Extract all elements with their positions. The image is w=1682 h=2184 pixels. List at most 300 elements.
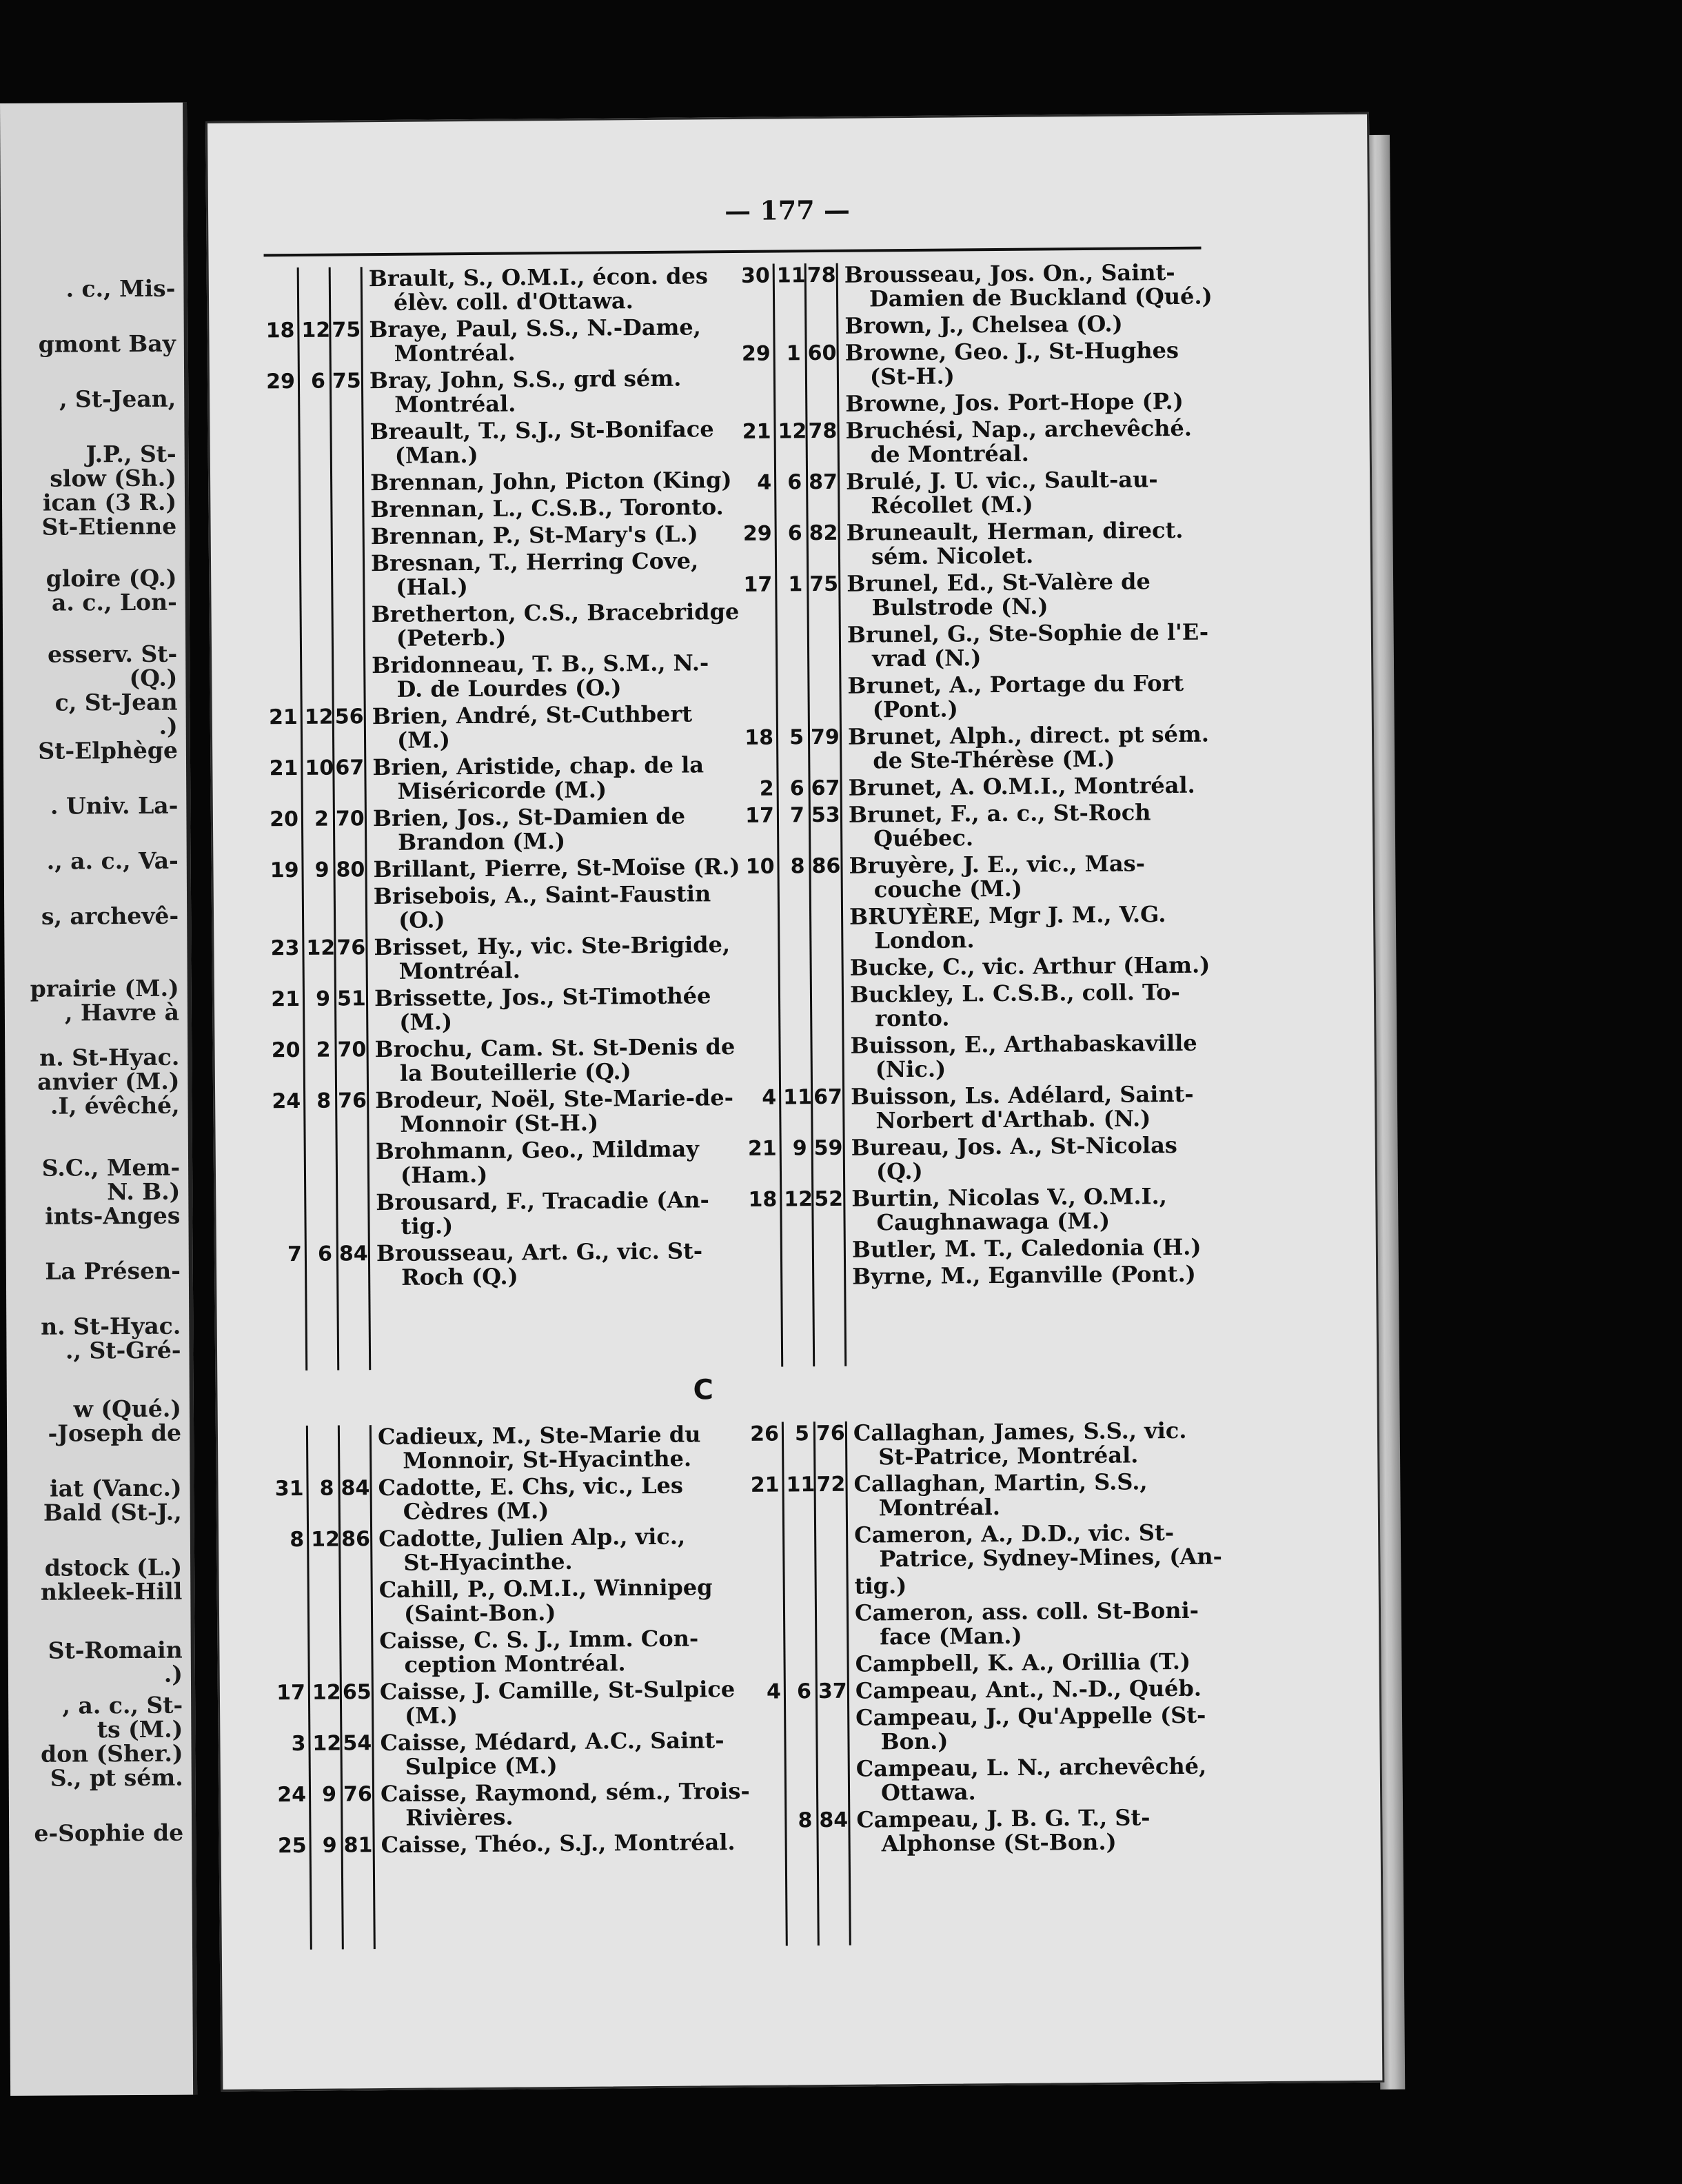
entry-text — [851, 1184, 1167, 1235]
entry-year: 67 — [335, 756, 365, 780]
entry-line-1: Byrne, M., Eganville (Pont.) — [852, 1260, 1196, 1290]
entry-text — [851, 1082, 1194, 1133]
previous-page-line: dstock (L.) — [44, 1553, 183, 1581]
entry-year: 70 — [335, 807, 365, 831]
column-c-lower — [742, 1418, 1228, 1945]
entry-text — [856, 1806, 1151, 1856]
entry-text — [380, 1728, 725, 1779]
entry-line-1: Bretherton, C.S., Bracebridge — [371, 598, 740, 628]
entry-line-1: Brault, S., O.M.I., écon. des — [368, 263, 709, 292]
entry-month: 10 — [305, 756, 334, 780]
entry-line-2: Norbert d'Arthab. (N.) — [875, 1105, 1151, 1134]
entry-text — [378, 1474, 683, 1524]
previous-page-line: -Joseph de — [48, 1419, 182, 1447]
entry-year: 53 — [811, 802, 840, 828]
entry-year: 84 — [341, 1476, 370, 1501]
entry-text — [844, 261, 1213, 312]
previous-page-line: anvier (M.) — [37, 1067, 180, 1095]
entry-year: 81 — [343, 1833, 373, 1858]
entry-line-1: Brien, Jos., St-Damien de — [372, 802, 686, 832]
entry-month: 5 — [789, 725, 804, 750]
entry-text — [844, 312, 1123, 338]
previous-page-line: ., St-Gré- — [65, 1336, 181, 1364]
entry-text — [846, 467, 1158, 518]
previous-page-line: n. St-Hyac. — [41, 1312, 181, 1340]
entry-text — [855, 1752, 1207, 1806]
entry-month: 12 — [312, 1731, 342, 1756]
entry-day: 25 — [277, 1833, 307, 1859]
page-number: — 177 — — [724, 194, 851, 227]
entry-day: 7 — [287, 1242, 303, 1267]
entry-text — [845, 338, 1179, 390]
entry-line-1: Brousseau, Jos. On., Saint- — [844, 259, 1175, 288]
entry-line-1: Caisse, Médard, A.C., Saint- — [380, 1727, 725, 1757]
entry-line-1: Buisson, Ls. Adélard, Saint- — [850, 1080, 1194, 1110]
previous-page-fragment — [0, 103, 197, 2096]
entry-text — [847, 518, 1184, 569]
entry-text — [855, 1574, 907, 1599]
top-rule — [264, 247, 1202, 257]
entry-line-1: Brunet, A. O.M.I., Montréal. — [848, 771, 1195, 801]
entry-year: 60 — [807, 341, 837, 366]
entry-text — [373, 855, 740, 882]
previous-page-line: (Q.) — [129, 664, 178, 692]
entry-month: 6 — [787, 470, 802, 495]
entry-line-1: Brisset, Hy., vic. Ste-Brigide, — [374, 931, 731, 961]
entry-day: 17 — [743, 572, 773, 597]
entry-line-1: Brunel, G., Ste-Sophie de l'E- — [847, 618, 1209, 648]
previous-page-line: .I, évêché, — [50, 1091, 180, 1120]
entry-line-1: Brisebois, A., Saint-Faustin — [373, 880, 711, 910]
entry-text — [371, 549, 699, 600]
previous-page-line: c, St-Jean — [54, 688, 178, 716]
entry-line-1: Campeau, J. B. G. T., St- — [856, 1804, 1151, 1833]
entry-year: 54 — [343, 1731, 372, 1756]
previous-page-line: iat (Vanc.) — [49, 1474, 182, 1502]
entry-line-2: London. — [874, 927, 975, 954]
entry-month: 9 — [322, 1833, 337, 1858]
entry-text — [845, 416, 1192, 467]
entry-month: 12 — [306, 936, 336, 960]
entry-year: 76 — [343, 1782, 372, 1807]
entry-text — [371, 522, 698, 549]
entry-line-2: (M.) — [405, 1702, 458, 1729]
entry-line-2: Patrice, Sydney-Mines, (An- — [879, 1543, 1222, 1573]
entry-day: 21 — [742, 419, 771, 444]
previous-page-line: ., a. c., Va- — [46, 847, 179, 875]
previous-page-line: St-Etienne — [41, 512, 177, 540]
entry-month: 1 — [786, 341, 801, 366]
entry-text — [374, 882, 711, 933]
entry-month: 11 — [776, 263, 806, 288]
entry-line-1: Cameron, A., D.D., vic. St- — [853, 1519, 1175, 1548]
entry-month: 6 — [796, 1679, 812, 1704]
previous-page-line: s, archevê- — [41, 902, 179, 930]
column-rule — [306, 1426, 312, 1950]
entry-line-2: élèv. coll. d'Ottawa. — [393, 287, 634, 316]
entry-text — [379, 1575, 713, 1626]
entry-line-1: Cameron, ass. coll. St-Boni- — [854, 1597, 1199, 1626]
entry-line-1: Caisse, Théo., S.J., Montréal. — [381, 1829, 736, 1859]
previous-page-line: esserv. St- — [47, 640, 178, 668]
entry-day: 21 — [750, 1473, 780, 1497]
entry-line-2: Caughnawaga (M.) — [876, 1207, 1111, 1236]
entry-line-2: (St-H.) — [869, 363, 955, 390]
entry-text — [376, 1239, 703, 1290]
entry-text — [853, 1470, 1148, 1520]
entry-text — [372, 702, 693, 753]
entry-line-1: Braye, Paul, S.S., N.-Dame, — [369, 314, 701, 343]
entry-line-1: Cahill, P., O.M.I., Winnipeg — [378, 1574, 713, 1604]
entry-line-2: (Pont.) — [872, 696, 958, 723]
entry-line-1: Brown, J., Chelsea (O.) — [844, 310, 1123, 339]
entry-text — [374, 984, 711, 1035]
entry-text — [381, 1779, 750, 1830]
entry-year: 84 — [819, 1808, 849, 1833]
entry-text — [850, 953, 1210, 980]
column-b-upper — [257, 264, 749, 1371]
entry-line-2: (O.) — [398, 907, 445, 933]
entry-line-1: Campeau, Ant., N.-D., Québ. — [855, 1675, 1202, 1704]
entry-line-2: Miséricorde (M.) — [397, 776, 607, 805]
entry-line-2: (Q.) — [875, 1157, 923, 1185]
entry-line-1: Brennan, L., C.S.B., Toronto. — [370, 494, 724, 523]
entry-text — [845, 387, 1184, 417]
entry-year: 82 — [809, 520, 838, 546]
entry-text — [379, 1626, 698, 1677]
entry-year: 72 — [816, 1472, 846, 1497]
entry-line-1: Brennan, P., St-Mary's (L.) — [370, 520, 698, 550]
entry-year: 65 — [342, 1680, 372, 1705]
entry-line-1: Browne, Jos. Port-Hope (P.) — [845, 387, 1184, 417]
entry-line-1: Brunet, A., Portage du Fort — [847, 669, 1184, 699]
entry-day: 24 — [272, 1089, 301, 1114]
entry-line-1: Brulé, J. U. vic., Sault-au- — [845, 466, 1158, 495]
entry-day: 20 — [270, 807, 299, 832]
column-rule — [782, 1422, 788, 1945]
previous-page-line: e-Sophie de — [34, 1819, 184, 1847]
entry-day: 18 — [748, 1187, 778, 1212]
entry-year: 59 — [813, 1135, 843, 1161]
entry-month: 6 — [310, 369, 326, 394]
entry-line-2: (M.) — [399, 1009, 453, 1035]
entry-line-1: Buckley, L. C.S.B., coll. To- — [849, 978, 1181, 1008]
previous-page-line: S.C., Mem- — [41, 1153, 181, 1182]
entry-text — [847, 671, 1184, 722]
entry-month: 6 — [787, 521, 802, 546]
previous-page-line: J.P., St- — [85, 440, 176, 468]
entry-month: 8 — [319, 1476, 334, 1501]
previous-page-line: St-Elphège — [38, 736, 179, 765]
entry-year: 76 — [336, 936, 366, 960]
entry-day: 10 — [745, 854, 775, 879]
entry-month: 9 — [315, 987, 331, 1011]
previous-page-line: , St-Jean, — [59, 385, 176, 413]
entry-text — [369, 264, 709, 315]
entry-line-2: Ottawa. — [880, 1779, 976, 1806]
entry-line-1: Campeau, L. N., archevêché, — [855, 1752, 1207, 1782]
entry-month: 6 — [317, 1242, 333, 1266]
entry-text — [851, 1133, 1178, 1184]
entry-line-1: Brillant, Pierre, St-Moïse (R.) — [373, 853, 740, 883]
entry-text — [378, 1422, 701, 1473]
entry-text — [376, 1188, 709, 1239]
entry-day: 21 — [271, 987, 301, 1012]
entry-month: 2 — [316, 1038, 331, 1062]
entry-day: 29 — [741, 341, 771, 366]
entry-day: 21 — [747, 1136, 777, 1161]
entry-line-2: de Montréal. — [870, 440, 1029, 468]
entry-year: 80 — [336, 858, 365, 882]
previous-page-line: , a. c., St- — [62, 1691, 183, 1719]
entry-line-2: Bon.) — [880, 1728, 949, 1755]
entry-year: 52 — [814, 1186, 844, 1212]
entry-line-2: (Nic.) — [875, 1055, 946, 1083]
entry-day: 30 — [740, 263, 770, 288]
entry-day: 8 — [290, 1527, 305, 1553]
entry-year: 56 — [334, 705, 364, 729]
entry-year: 78 — [808, 418, 838, 444]
entry-text — [372, 753, 704, 804]
entry-month: 12 — [301, 318, 331, 343]
entry-year: 37 — [818, 1679, 847, 1704]
entry-month: 7 — [789, 803, 805, 828]
entry-line-1: Butler, M. T., Caledonia (H.) — [851, 1233, 1202, 1263]
previous-page-line: don (Sher.) — [40, 1739, 183, 1768]
previous-page-line: a. c., Lon- — [51, 588, 177, 616]
entry-line-1: Brousseau, Art. G., vic. St- — [376, 1237, 703, 1267]
entry-line-2: Monnoir, St-Hyacinthe. — [403, 1445, 692, 1474]
entry-line-1: Brochu, Cam. St. St-Denis de — [374, 1033, 736, 1063]
entry-line-1: tig.) — [854, 1573, 907, 1599]
entry-month: 11 — [783, 1085, 813, 1110]
entry-text — [371, 600, 739, 651]
section-letter: C — [693, 1374, 714, 1406]
entry-year: 75 — [332, 318, 361, 343]
entry-month: 9 — [314, 858, 330, 882]
entry-text — [369, 417, 714, 468]
entry-day: 18 — [265, 318, 295, 343]
entry-line-1: Brunet, F., a. c., St-Roch — [848, 799, 1151, 828]
entry-line-1: Bresnan, T., Herring Cove, — [370, 547, 699, 577]
entry-line-1: Brousard, F., Tracadie (An- — [376, 1186, 710, 1216]
previous-page-line: gloire (Q.) — [45, 564, 177, 592]
entry-text — [369, 315, 701, 366]
entry-month: 12 — [312, 1680, 341, 1705]
entry-month: 5 — [794, 1422, 810, 1446]
entry-line-1: Cadieux, M., Ste-Marie du — [377, 1421, 701, 1450]
entry-month: 8 — [790, 854, 805, 879]
entry-line-1: Caisse, C. S. J., Imm. Con- — [379, 1625, 699, 1655]
previous-page-line: w (Qué.) — [73, 1395, 182, 1423]
entry-year: 75 — [809, 572, 839, 597]
entry-line-2: Bulstrode (N.) — [871, 593, 1048, 621]
entry-month: 12 — [784, 1187, 813, 1212]
entry-line-2: (Ham.) — [400, 1161, 488, 1189]
entry-line-2: St-Hyacinthe. — [403, 1548, 573, 1576]
entry-day: 4 — [757, 470, 772, 495]
entry-month: 12 — [311, 1527, 341, 1552]
entry-text — [855, 1650, 1190, 1677]
directory-page — [205, 112, 1384, 2092]
entry-line-2: couche (M.) — [873, 875, 1023, 903]
entry-line-2: la Bouteillerie (Q.) — [399, 1058, 631, 1086]
entry-line-2: Roch (Q.) — [401, 1263, 518, 1291]
entry-text — [854, 1520, 1222, 1571]
entry-line-1: Brodeur, Noël, Ste-Marie-de- — [375, 1084, 734, 1114]
entry-line-2: Montréal. — [398, 957, 520, 984]
entry-month: 8 — [316, 1089, 332, 1113]
entry-line-1: Burtin, Nicolas V., O.M.I., — [851, 1183, 1167, 1212]
entry-text — [374, 1035, 735, 1086]
entry-text — [848, 722, 1209, 774]
entry-day: 18 — [744, 725, 774, 750]
entry-day: 24 — [277, 1782, 307, 1808]
entry-line-1: Caisse, Raymond, sém., Trois- — [380, 1777, 750, 1808]
entry-text — [847, 620, 1209, 671]
entry-month: 1 — [788, 572, 803, 597]
previous-page-line: . c., Mis- — [65, 274, 176, 303]
entry-text — [374, 933, 730, 984]
entry-line-2: de Ste-Thérèse (M.) — [873, 745, 1115, 774]
previous-page-line: .) — [159, 712, 178, 740]
entry-text — [381, 1830, 736, 1857]
entry-text — [376, 1137, 700, 1188]
entry-text — [850, 980, 1180, 1031]
entry-line-2: Montréal. — [394, 390, 516, 418]
entry-line-1: BRUYÈRE, Mgr J. M., V.G. — [849, 901, 1166, 930]
entry-line-1: Brunet, Alph., direct. pt sém. — [847, 720, 1210, 750]
entry-line-1: Bucke, C., vic. Arthur (Ham.) — [849, 951, 1210, 981]
entry-text — [850, 1031, 1197, 1082]
previous-page-line: St-Romain — [48, 1636, 183, 1664]
entry-line-1: Cadotte, Julien Alp., vic., — [378, 1523, 686, 1553]
entry-year: 87 — [809, 469, 838, 495]
entry-text — [847, 569, 1151, 620]
previous-page-line: slow (Sh.) — [50, 464, 176, 492]
previous-page-text — [1, 275, 193, 2096]
entry-day: 29 — [742, 521, 772, 546]
entry-line-2: (M.) — [396, 727, 451, 754]
entry-year: 67 — [811, 776, 840, 801]
entry-line-2: Monnoir (St-H.) — [400, 1109, 599, 1138]
entry-line-1: Brien, Aristide, chap. de la — [372, 751, 705, 781]
entry-line-2: St-Patrice, Montréal. — [878, 1442, 1139, 1470]
directory-entry — [733, 259, 1215, 312]
entry-day: 29 — [266, 369, 296, 394]
previous-page-line: , Havre à — [64, 998, 180, 1027]
entry-line-2: Rivières. — [405, 1803, 514, 1831]
entry-line-2: ronto. — [875, 1004, 950, 1032]
entry-text — [855, 1677, 1202, 1703]
entry-text — [848, 771, 1195, 801]
previous-page-line: ints-Anges — [45, 1202, 181, 1230]
entry-year: 79 — [810, 725, 840, 750]
entry-line-2: (Saint-Bon.) — [403, 1599, 556, 1627]
entry-year: 70 — [337, 1038, 367, 1062]
entry-line-2: vrad (N.) — [872, 645, 982, 672]
entry-line-1: Campbell, K. A., Orillia (T.) — [855, 1648, 1191, 1677]
entry-line-1: Callaghan, Martin, S.S., — [853, 1468, 1148, 1497]
entry-day: 3 — [291, 1731, 306, 1757]
entry-line-1: Callaghan, James, S.S., vic. — [853, 1417, 1187, 1446]
entry-month: 6 — [789, 776, 804, 801]
entry-month: 11 — [786, 1473, 815, 1497]
entry-month: 8 — [798, 1808, 813, 1833]
previous-page-line: gmont Bay — [38, 330, 176, 358]
entry-line-1: Brennan, John, Picton (King) — [369, 467, 732, 496]
entry-year: 75 — [332, 369, 361, 394]
entry-text — [852, 1235, 1202, 1262]
entry-text — [369, 367, 682, 418]
entry-line-2: Montréal. — [394, 339, 516, 367]
entry-text — [852, 1262, 1196, 1289]
entry-line-1: Bruyère, J. E., vic., Mas- — [849, 850, 1146, 879]
entry-text — [849, 851, 1145, 902]
entry-day: 17 — [276, 1680, 306, 1706]
entry-text — [370, 495, 724, 522]
entry-line-2: face (Man.) — [880, 1622, 1022, 1650]
entry-day: 4 — [766, 1679, 782, 1704]
entry-line-2: Québec. — [873, 825, 974, 852]
entry-line-1: Campeau, J., Qu'Appelle (St- — [855, 1701, 1206, 1731]
entry-line-2: (Hal.) — [396, 574, 469, 600]
entry-text — [853, 1419, 1187, 1470]
entry-day: 26 — [750, 1422, 780, 1446]
entry-line-2: Cèdres (M.) — [403, 1497, 549, 1525]
entry-day: 31 — [274, 1476, 304, 1502]
entry-line-2: (Peterb.) — [396, 624, 507, 651]
entry-line-2: Montréal. — [878, 1494, 1001, 1521]
entry-year: 78 — [807, 263, 836, 288]
entry-text — [378, 1525, 685, 1575]
previous-page-line: . Univ. La- — [50, 791, 179, 820]
entry-line-1: Buisson, E., Arthabaskaville — [850, 1029, 1197, 1059]
entry-year: 76 — [338, 1089, 367, 1113]
entry-day: 21 — [268, 705, 298, 730]
entry-line-2: Brandon (M.) — [398, 827, 566, 856]
entry-line-2: ception Montréal. — [404, 1650, 626, 1678]
column-b-lower — [266, 1422, 753, 1950]
entry-day: 19 — [270, 858, 299, 883]
entry-line-1: Brunel, Ed., St-Valère de — [847, 568, 1151, 597]
entry-line-1: Brissette, Jos., St-Timothée — [374, 982, 711, 1012]
entry-month: 12 — [778, 419, 807, 444]
entry-year: 84 — [338, 1242, 368, 1266]
entry-text — [380, 1677, 736, 1728]
entry-month: 9 — [322, 1782, 337, 1807]
entry-line-2: Sulpice (M.) — [405, 1752, 558, 1780]
entry-line-1: Cadotte, E. Chs, vic., Les — [378, 1472, 684, 1502]
previous-page-line: S., pt sém. — [50, 1763, 183, 1792]
entry-line-1: Breault, T., S.J., St-Boniface — [369, 416, 714, 445]
entry-line-1: Bureau, Jos. A., St-Nicolas — [851, 1131, 1178, 1161]
entry-day: 21 — [269, 756, 298, 781]
entry-line-1: Bridonneau, T. B., S.M., N.- — [372, 649, 709, 679]
entry-text — [849, 902, 1166, 953]
entry-text — [855, 1599, 1199, 1650]
entry-text — [855, 1703, 1206, 1755]
previous-page-line: N. B.) — [107, 1177, 181, 1206]
column-c-upper — [733, 261, 1224, 1367]
previous-page-line: ican (3 R.) — [42, 488, 177, 516]
previous-page-line: ts (M.) — [97, 1715, 183, 1743]
entry-text — [849, 800, 1151, 851]
entry-text — [372, 802, 686, 856]
entry-day: 23 — [270, 936, 300, 961]
entry-text — [370, 468, 732, 495]
entry-day: 17 — [745, 803, 775, 828]
